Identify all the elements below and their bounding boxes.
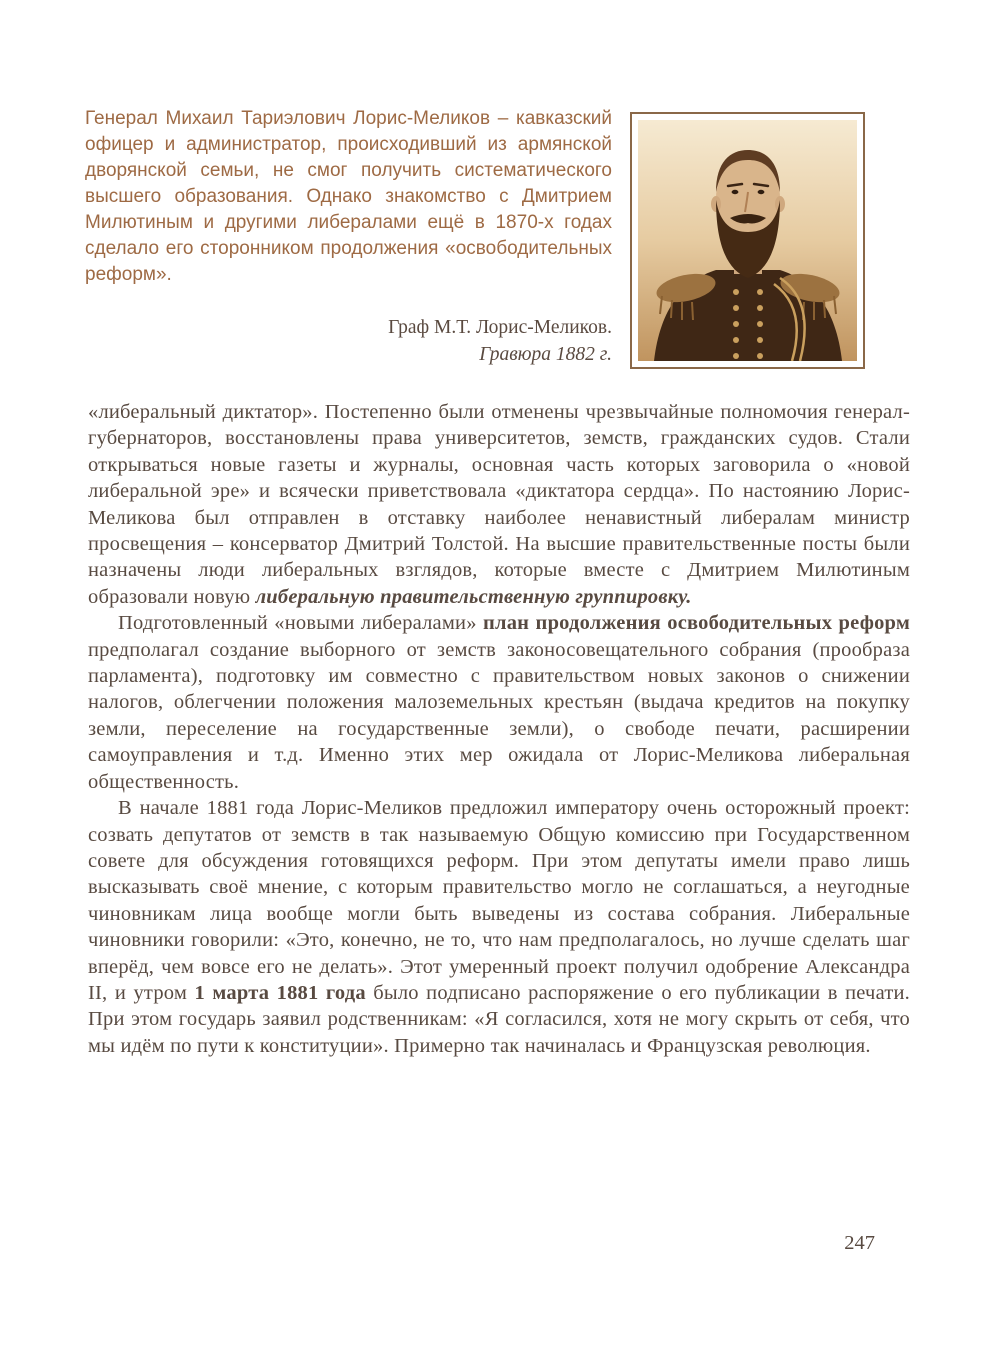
- portrait-image: [638, 120, 857, 361]
- page-number: 247: [844, 1232, 875, 1254]
- main-text: [88, 399, 910, 1059]
- paragraph-1: [88, 399, 910, 610]
- ear-right: [775, 196, 785, 212]
- paragraph-3: [88, 795, 910, 1059]
- paragraph-3-text-start: В начале 1881 года Лорис-Меликов предложил императору очень осторожный проект: созвать депутатов от земств в так называемую Общую комиссию при Государственном совете для обсуждения готовящихся реформ. При этом депутаты имели право лишь высказывать своё мнение, с которым правительство могло не соглашаться, а неугодные чиновникам лица вообще могли быть выведены из состава собрания. Либеральные чиновники говорили: «Это, конечно, не то, что нам предполагалось, но лучше сделать шаг вперёд, чем вовсе его не делать». Этот умеренный проект получил одобрение Александра II, и утром: [88, 797, 910, 1004]
- paragraph-1-text: «либеральный диктатор». Постепенно были отменены чрезвычайные полномочия генерал-губернаторов, восстановлены права университетов, земств, гражданских судов. Стали открываться новые газеты и журналы, основная часть которых заговорила о «новой либеральной эре» и всячески приветствовала «диктатора сердца». По настоянию Лорис-Меликова был отправлен в отставку наиболее ненавистный либералам министр просвещения – консерватор Дмитрий Толстой. На высшие правительственные посты были назначены люди либеральных взглядов, которые вместе с Дмитрием Милютиным образовали новую: [88, 401, 910, 608]
- paragraph-2: [88, 610, 910, 795]
- caption-subtitle: Гравюра 1882 г.: [479, 344, 612, 365]
- ear-left: [711, 196, 721, 212]
- intro-text-block: [85, 106, 612, 368]
- portrait-caption: [85, 314, 612, 368]
- caption-title: Граф М.Т. Лорис-Меликов.: [388, 317, 612, 338]
- paragraph-2-text-start: Подготовленный «новыми либералами»: [118, 612, 484, 635]
- paragraph-2-emphasis: план продолжения освободительных реформ: [483, 612, 910, 635]
- paragraph-2-text-end: предполагал создание выборного от земств законосовещательного собрания (прообраза парламента), подготовку им совместно с правительством новых законов о снижении налогов, облегчении положения малоземельных крестьян (выдача кредитов на покупку земли, переселение на государственные земли), о свободе печати, расширении самоуправления и т.д. Именно этих мер ожидала от Лорис-Меликова либеральная общественность.: [88, 638, 910, 793]
- paragraph-3-emphasis: 1 марта 1881 года: [194, 981, 366, 1004]
- portrait-frame: [630, 112, 865, 369]
- paragraph-1-emphasis: либеральную правительственную группировку.: [255, 585, 692, 608]
- intro-paragraph: Генерал Михаил Тариэлович Лорис-Меликов – кавказский офицер и администратор, происходивший из армянской дворянской семьи, не смог получить систематического высшего образования. Однако знакомство с Дмитрием Милютиным и другими либералами ещё в 1870-х годах сделало его сторонником продолжения «освободительных реформ».: [85, 108, 612, 285]
- paragraph-3-text-end: было подписано распоряжение о его публикации в печати. При этом государь заявил родственникам: «Я согласился, хотя не могу скрыть от себя, что мы идём по пути к конституции». Примерно так начиналась и Французская революция.: [88, 981, 910, 1057]
